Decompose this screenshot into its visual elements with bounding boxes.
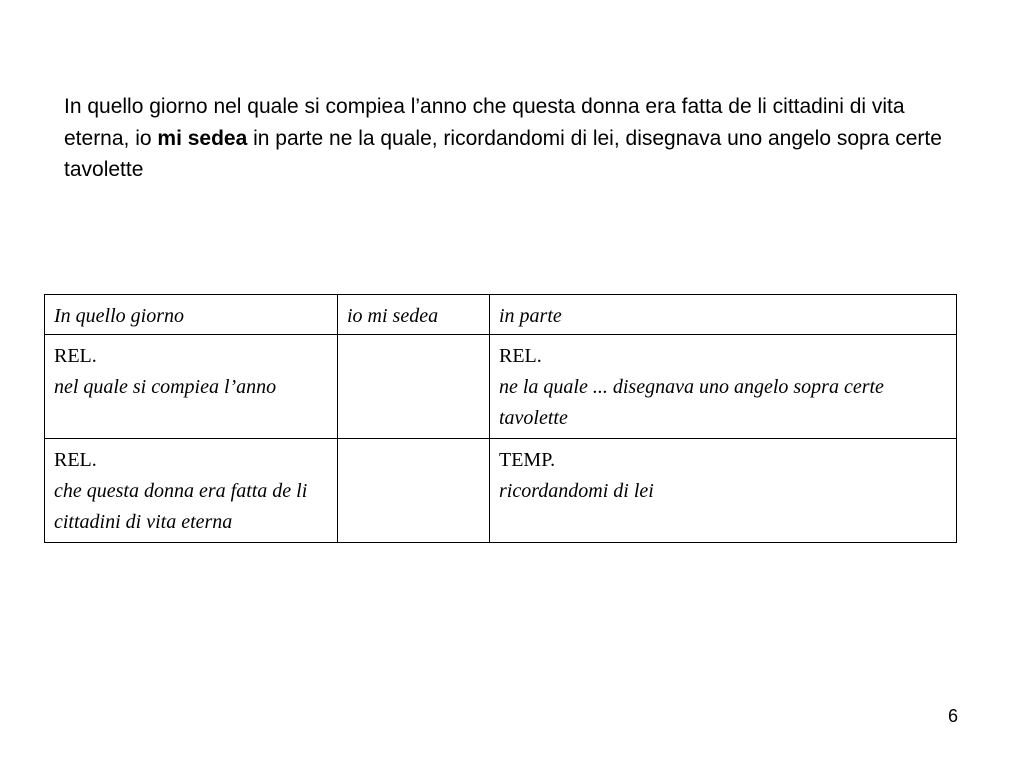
row1-cell-col3 [490, 335, 957, 439]
clause-analysis-table [44, 294, 957, 543]
table-row [45, 439, 957, 543]
header-cell-main-place [490, 295, 957, 335]
row2-col3-text: ricordandomi di lei [499, 480, 654, 502]
header-cell-main-time [45, 295, 338, 335]
row1-col3-type: REL. [499, 345, 542, 367]
row1-col1-type: REL. [54, 345, 97, 367]
row1-cell-col2 [338, 335, 490, 439]
row2-cell-col2 [338, 439, 490, 543]
intro-text-before: In quello giorno nel quale si compiea l’anno che questa donna era fatta de li cittadini di vita eterna, io [64, 95, 905, 150]
row2-col1-type: REL. [54, 449, 97, 471]
row2-cell-col3 [490, 439, 957, 543]
row1-cell-col1 [45, 335, 338, 439]
page-number: 6 [948, 706, 959, 726]
table-row [45, 335, 957, 439]
intro-bold-phrase: mi sedea [157, 126, 248, 150]
row2-col3-type: TEMP. [499, 449, 556, 471]
row1-col1-text: nel quale si compiea l’anno [54, 376, 277, 398]
header-col3-text: in parte [499, 305, 562, 327]
intro-paragraph [64, 91, 964, 186]
table-header-row [45, 295, 957, 335]
row2-cell-col1 [45, 439, 338, 543]
header-col2-text: io mi sedea [347, 305, 439, 327]
row1-col3-text: ne la quale ... disegnava uno angelo sopra certe tavolette [499, 376, 884, 429]
intro-text-after: in parte ne la quale, ricordandomi di lei, disegnava uno angelo sopra certe tavolette [64, 126, 942, 181]
row2-col1-text: che questa donna era fatta de li cittadini di vita eterna [54, 480, 308, 533]
header-col1-text: In quello giorno [54, 305, 184, 327]
header-cell-main-clause [338, 295, 490, 335]
